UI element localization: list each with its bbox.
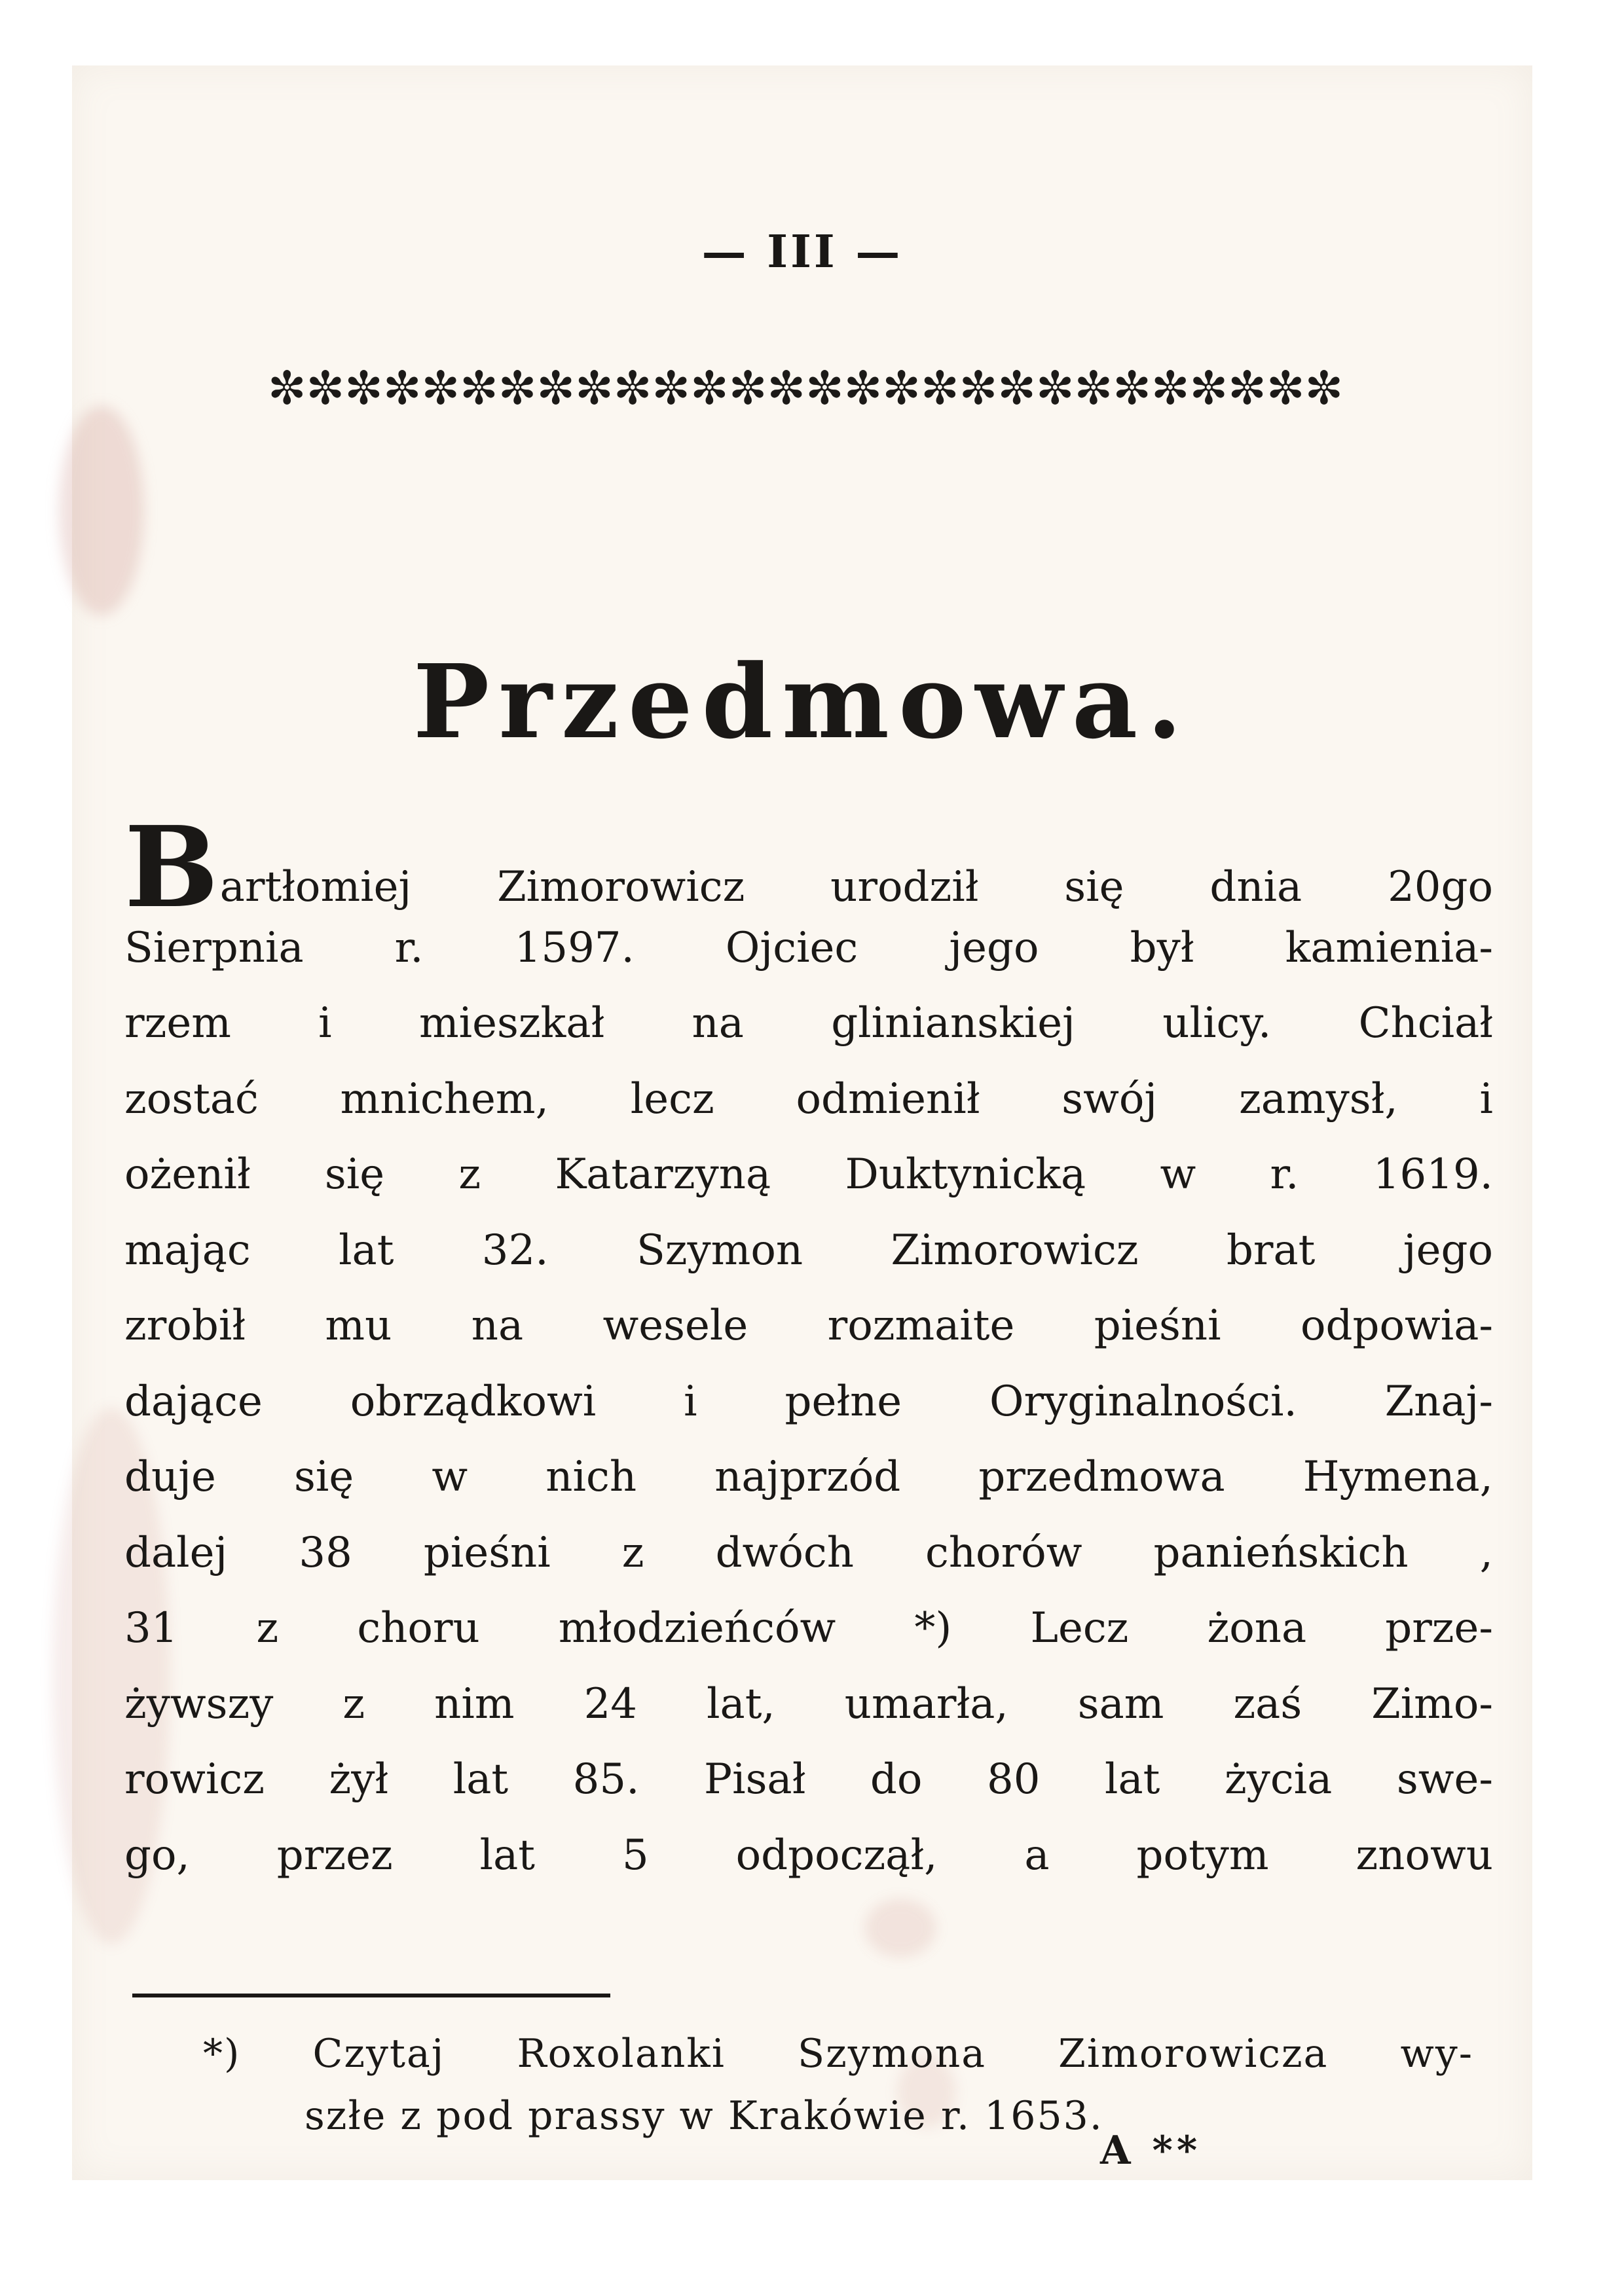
text-line: ożenił się z Katarzyną Duktynicką w r. 1619. <box>124 1150 1493 1199</box>
text-line: duje się w nich najprzód przedmowa Hymena, <box>124 1453 1493 1501</box>
signature-mark: A ** <box>1100 2128 1202 2174</box>
text-line: rzem i mieszkał na glinianskiej ulicy. Chciał <box>124 999 1493 1048</box>
text-line: mając lat 32. Szymon Zimorowicz brat jego <box>124 1226 1493 1275</box>
text-line: Bartłomiej Zimorowicz urodził się dnia 20go <box>124 802 1493 933</box>
paper-stain <box>59 406 144 615</box>
body-text <box>124 802 1493 1893</box>
chapter-title: Przedmowa. <box>413 642 1192 761</box>
text-line: żywszy z nim 24 lat, umarła, sam zaś Zimo- <box>124 1679 1493 1728</box>
footnote-line: *) Czytaj Roxolanki Szymona Zimorowicza wy- <box>203 2031 1473 2077</box>
text-line: 31 z choru młodzieńców *) Lecz żona prze- <box>124 1604 1493 1652</box>
text-line: zostać mnichem, lecz odmienił swój zamysł, i <box>124 1074 1493 1123</box>
text-line: rowicz żył lat 85. Pisał do 80 lat życia swe- <box>124 1755 1493 1804</box>
drop-cap: B <box>124 802 219 933</box>
book-page <box>72 65 1532 2180</box>
text-line: zrobił mu na wesele rozmaite pieśni odpowia- <box>124 1302 1493 1350</box>
text-line: go, przez lat 5 odpoczął, a potym znowu <box>124 1831 1493 1880</box>
text-line: Sierpnia r. 1597. Ojciec jego był kamienia- <box>124 923 1493 972</box>
footnote <box>203 2023 1473 2147</box>
footnote-rule <box>132 1994 610 1997</box>
page-number: — III — <box>701 226 903 278</box>
text-line: dające obrządkowi i pełne Oryginalności. Znaj- <box>124 1377 1493 1426</box>
footnote-line: szłe z pod prassy w Krakówie r. 1653. <box>304 2093 1103 2139</box>
paper-stain <box>864 1899 936 1958</box>
ornament-border: ✼✼✼✼✼✼✼✼✼✼✼✼✼✼✼✼✼✼✼✼✼✼✼✼✼✼✼✼ <box>267 361 1344 415</box>
text-line: dalej 38 pieśni z dwóch chorów panieńskich , <box>124 1528 1493 1577</box>
